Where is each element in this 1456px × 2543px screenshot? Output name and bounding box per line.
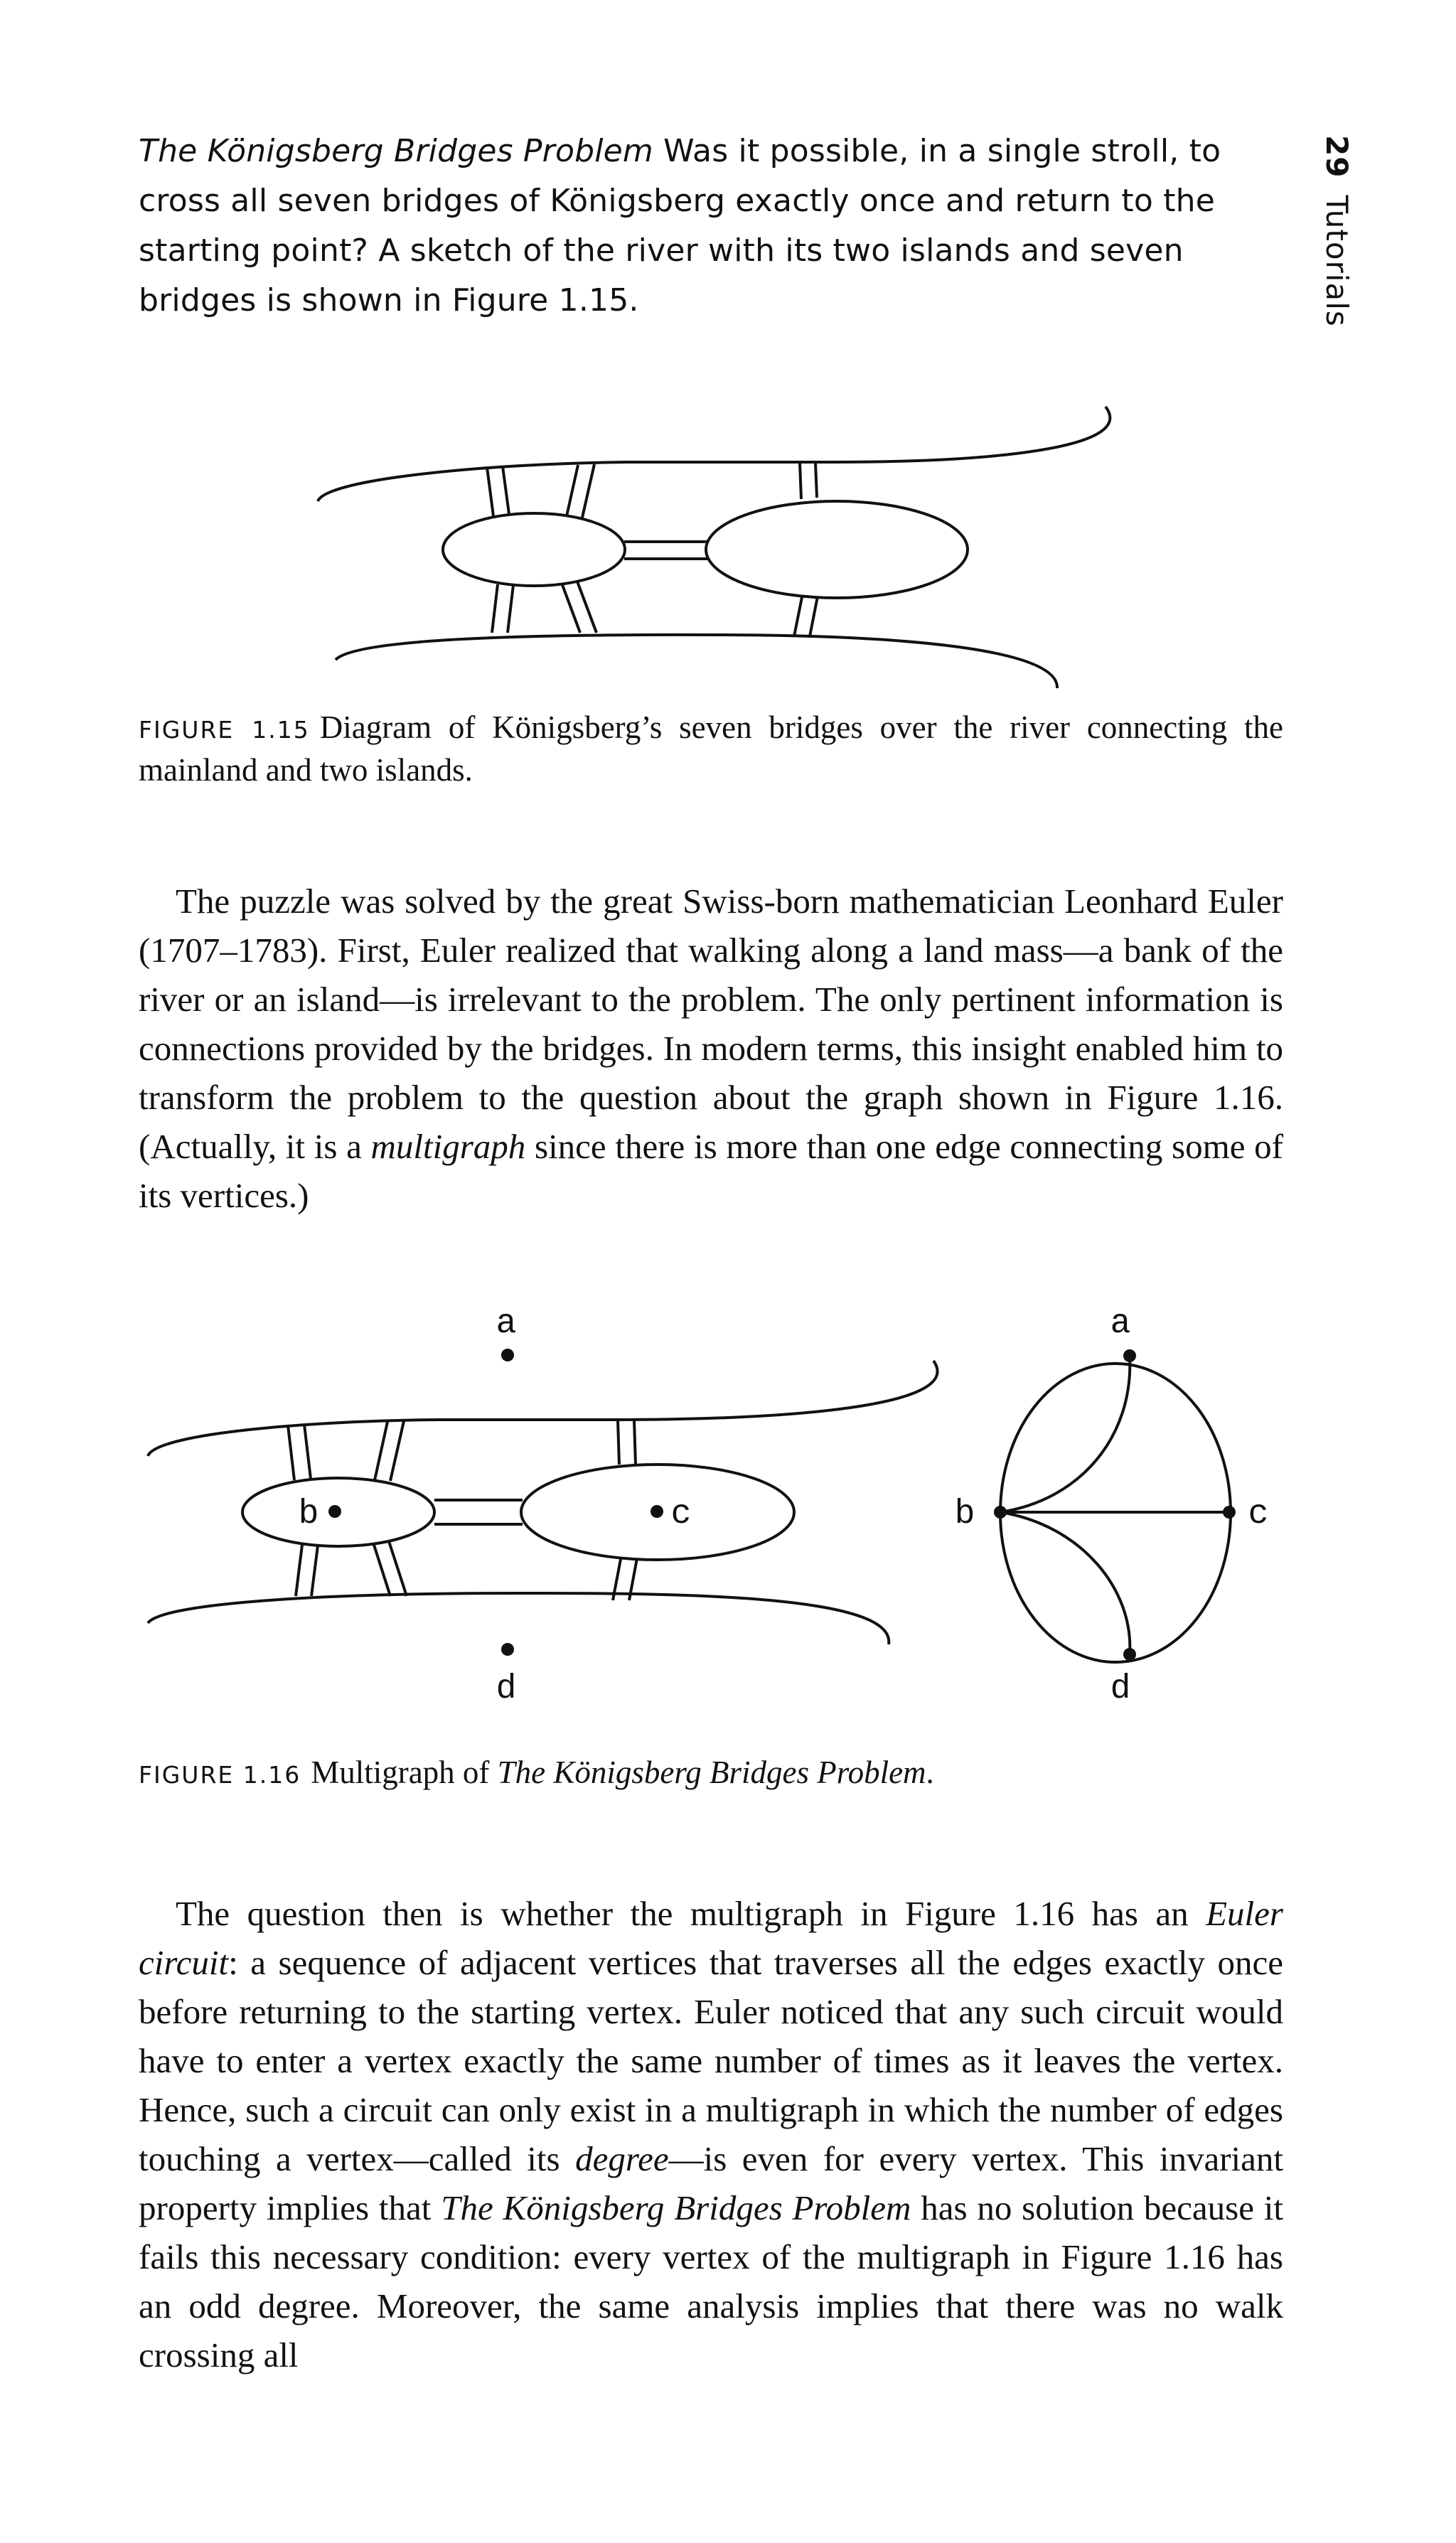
river-bank-top bbox=[148, 1361, 938, 1456]
bridge bbox=[618, 1420, 619, 1465]
bridge bbox=[390, 1421, 404, 1481]
bridge bbox=[492, 584, 498, 633]
paragraph-text: —is even for every vertex. This invariant property implies that bbox=[139, 2139, 1283, 2227]
river-bank-top bbox=[318, 407, 1110, 501]
figure-label: FIGURE 1.15 bbox=[139, 716, 310, 744]
graph-vertex-a bbox=[1123, 1349, 1136, 1362]
running-head bbox=[1320, 135, 1354, 327]
vertex-label-c: c bbox=[670, 1495, 692, 1533]
paragraph-term: multigraph bbox=[370, 1127, 526, 1166]
caption-text: . bbox=[926, 1755, 934, 1790]
bridge bbox=[810, 596, 818, 636]
bridge bbox=[487, 467, 493, 516]
graph-vertex-b bbox=[994, 1506, 1007, 1519]
paragraph-text: since there is more than one edge connecting some of its vertices.) bbox=[139, 1127, 1283, 1215]
bridge bbox=[815, 463, 817, 498]
figure-label: FIGURE 1.16 bbox=[139, 1761, 301, 1789]
bridge bbox=[577, 582, 596, 633]
vertex-label-a: a bbox=[496, 1305, 517, 1343]
bridge bbox=[304, 1425, 311, 1479]
bridge bbox=[311, 1546, 318, 1596]
paragraph-text: has no solution because it fails this necessary condition: every vertex of the multigraph in Figure 1.16 has an odd degree. Moreover, the same analysis implies that there was no walk crossing all bbox=[139, 2188, 1283, 2375]
island-right bbox=[706, 501, 968, 598]
caption-text: Multigraph of bbox=[311, 1755, 498, 1790]
river-bank-bottom bbox=[336, 635, 1057, 688]
caption-italic: The Königsberg Bridges Problem bbox=[497, 1755, 926, 1790]
bridge bbox=[288, 1425, 294, 1480]
river-bank-bottom bbox=[148, 1593, 889, 1644]
caption-text: Diagram of Königsberg’s seven bridges over the river connecting the mainland and two islands. bbox=[139, 710, 1283, 788]
graph-label-c: c bbox=[1248, 1495, 1269, 1533]
paragraph-text: The question then is whether the multigraph in Figure 1.16 has an bbox=[176, 1894, 1206, 1933]
paragraph-text: The puzzle was solved by the great Swiss-born mathematician Leonhard Euler (1707–1783). First, Euler realized that walking along a land mass—a bank of the river or an island—is irrelevant to the problem. The only pertinent information is connections provided by the bridges. In modern terms, this insight enabled him to transform the problem to the question about the graph shown in Figure 1.16. (Actually, it is a bbox=[139, 882, 1283, 1166]
graph-label-b: b bbox=[954, 1495, 975, 1533]
body-paragraph bbox=[139, 877, 1283, 1220]
paragraph-term: Euler circuit bbox=[139, 1894, 1283, 1982]
figure-1-16-diagram bbox=[0, 1280, 1456, 1706]
vertex-a-dot bbox=[501, 1349, 514, 1361]
paragraph-term: The Königsberg Bridges Problem bbox=[441, 2188, 911, 2227]
paragraph-text: : a sequence of adjacent vertices that traverses all the edges exactly once before returning to the starting vertex. Euler noticed that any such circuit would have to enter a vertex exactly the same number of times as it leaves the vertex. Hence, such a circuit can only exist in a multigraph in which the number of edges touching a vertex—called its bbox=[139, 1943, 1283, 2178]
page-number: 29 bbox=[1320, 135, 1354, 178]
bridge bbox=[567, 465, 578, 516]
graph-vertex-c bbox=[1223, 1506, 1236, 1519]
vertex-b-dot bbox=[328, 1505, 341, 1518]
bridge bbox=[582, 464, 594, 518]
graph-label-d: d bbox=[1110, 1670, 1131, 1706]
graph-label-a: a bbox=[1110, 1305, 1131, 1343]
intro-text: Was it possible, in a single stroll, to cross all seven bridges of Königsberg exactly once and return to the starting point? A sketch of the river with its two islands and seven bridges is shown in Figure 1.15. bbox=[139, 133, 1221, 318]
bridge bbox=[373, 1543, 390, 1596]
bridge bbox=[389, 1541, 407, 1596]
graph-vertex-d bbox=[1123, 1648, 1136, 1661]
section-title: Tutorials bbox=[1320, 195, 1354, 327]
bridge bbox=[562, 583, 580, 633]
figure-1-15-diagram bbox=[0, 384, 1456, 711]
paragraph-term: degree bbox=[575, 2139, 669, 2178]
bridge bbox=[800, 463, 801, 499]
island-left bbox=[443, 513, 625, 586]
body-paragraph bbox=[139, 1889, 1283, 2379]
bridge bbox=[508, 585, 513, 633]
bridge bbox=[794, 597, 802, 636]
problem-title: The Königsberg Bridges Problem bbox=[139, 133, 653, 169]
vertex-d-dot bbox=[501, 1643, 514, 1656]
bridge bbox=[296, 1545, 302, 1596]
intro-paragraph bbox=[139, 127, 1283, 326]
vertex-label-b: b bbox=[298, 1495, 319, 1533]
graph-edge-b-d bbox=[1000, 1512, 1130, 1654]
bridge bbox=[634, 1420, 636, 1465]
bridge bbox=[503, 466, 509, 514]
vertex-c-dot bbox=[651, 1505, 663, 1518]
figure-1-15-caption bbox=[139, 707, 1283, 790]
bridge bbox=[375, 1422, 387, 1480]
figure-1-16-caption bbox=[139, 1752, 1283, 1795]
vertex-label-d: d bbox=[496, 1670, 517, 1706]
